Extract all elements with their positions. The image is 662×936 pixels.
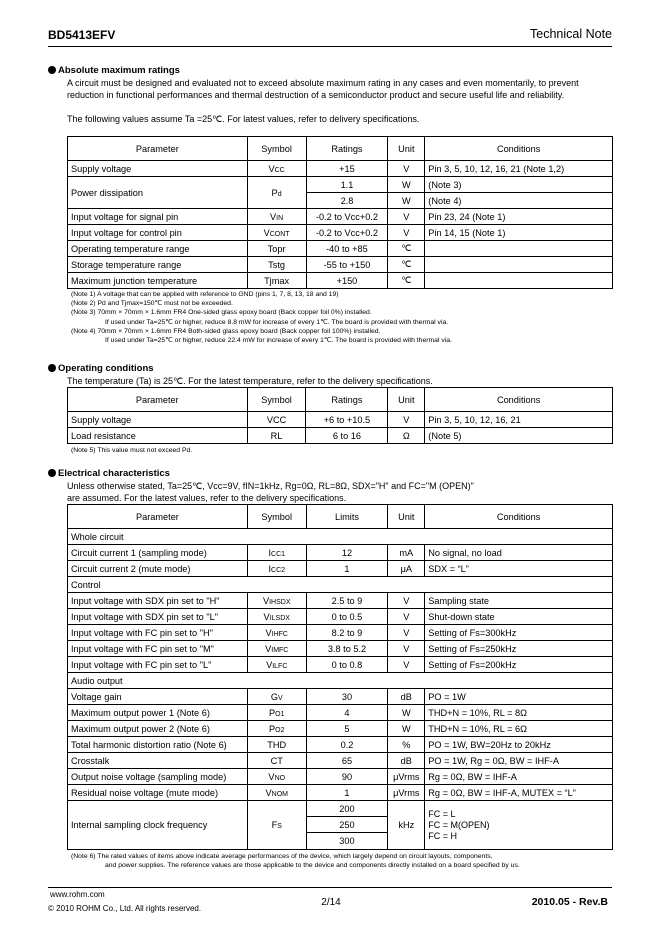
col-header: Unit: [388, 505, 425, 529]
op-cond-section: [48, 362, 618, 388]
col-header: Ratings: [306, 388, 388, 412]
col-header: Parameter: [68, 505, 248, 529]
col-header: Unit: [388, 388, 425, 412]
col-header: Conditions: [425, 505, 613, 529]
col-header: Symbol: [247, 137, 306, 161]
table-row: Supply voltage VCC +15 V Pin 3, 5, 10, 12, 16, 21 (Note 1,2): [68, 161, 613, 177]
group-row: Audio output: [68, 673, 613, 689]
table-row: 2.8 W (Note 4): [68, 193, 613, 209]
table-row: Residual noise voltage (mute mode) VNOM 1 μVrms Rg = 0Ω, BW = IHF-A, MUTEX = “L”: [68, 785, 613, 801]
table-row: Crosstalk CT 65 dB PO = 1W, Rg = 0Ω, BW = IHF-A: [68, 753, 613, 769]
table-row: Input voltage with FC pin set to "M" VIMFC 3.8 to 5.2 V Setting of Fs=250kHz: [68, 641, 613, 657]
table-row: Internal sampling clock frequency FS 200 250 300 kHz FC = L FC = M(OPEN) FC = H: [68, 801, 613, 850]
footer-copyright: © 2010 ROHM Co., Ltd. All rights reserved.: [48, 904, 202, 913]
table-row: Input voltage with FC pin set to "H" VIHFC 8.2 to 9 V Setting of Fs=300kHz: [68, 625, 613, 641]
table-row: Operating temperature range Topr -40 to +85 ℃: [68, 241, 613, 257]
abs-max-section: [48, 64, 618, 126]
table-row: Input voltage for control pin VCONT -0.2 to Vcc+0.2 V Pin 14, 15 (Note 1): [68, 225, 613, 241]
table-row: Total harmonic distortion ratio (Note 6) THD 0.2 % PO = 1W, BW=20Hz to 20kHz: [68, 737, 613, 753]
bullet-icon: [48, 66, 56, 74]
table-row: Input voltage with SDX pin set to "L" VILSDX 0 to 0.5 V Shut-down state: [68, 609, 613, 625]
elec-table: [67, 504, 613, 850]
table-row: Load resistance RL 6 to 16 Ω (Note 5): [68, 428, 613, 444]
header-divider: [48, 46, 612, 47]
col-header: Parameter: [68, 388, 248, 412]
table-row: Input voltage for signal pin VIN -0.2 to Vcc+0.2 V Pin 23, 24 (Note 1): [68, 209, 613, 225]
col-header: Conditions: [425, 388, 613, 412]
abs-max-intro: A circuit must be designed and evaluated not to exceed absolute maximum rating in any cases and even momentarily, to prevent reduction in functional performances and thermal destruction of a semiconductor product and secure useful life and reliability.: [67, 78, 579, 100]
col-header: Unit: [388, 137, 425, 161]
elec-notes: (Note 6) The rated values of items above indicate average performances of the device, which largely depend on circuit layouts, components, and power supplies. The reference values are those applicable to the device and components directly installed on a board specified by us.: [71, 853, 520, 870]
abs-max-notes: (Note 1) A voltage that can be applied with reference to GND (pins 1, 7, 8, 13, 18 and 19) (Note 2) Pd and Tjmax=150℃ must not be exceeded. (Note 3) 70mm × 70mm × 1.6mm FR4 One-sided glass epoxy board (Back copper foil 0%) installed. If used under Ta=25℃ or higher, reduce 8.8 mW for increase of every 1℃. The board is provided with thermal via. (Note 4) 70mm × 70mm × 1.6mm FR4 Both-sided glass epoxy board (Back copper foil 100%) installed. If used under Ta=25℃ or higher, reduce 22.4 mW for increase of every 1℃. The board is provided with thermal via.: [71, 291, 452, 345]
col-header: Conditions: [425, 137, 613, 161]
bullet-icon: [48, 364, 56, 372]
table-row: Voltage gain GV 30 dB PO = 1W: [68, 689, 613, 705]
page-number: 2/14: [321, 897, 341, 908]
col-header: Ratings: [306, 137, 388, 161]
table-row: Circuit current 1 (sampling mode) ICC1 12 mA No signal, no load: [68, 545, 613, 561]
op-cond-notes: (Note 5) This value must not exceed Pd.: [71, 447, 193, 454]
bullet-icon: [48, 469, 56, 477]
abs-max-table: [67, 136, 613, 289]
abs-max-assume: The following values assume Ta =25℃. For latest values, refer to delivery specifications.: [67, 114, 420, 124]
table-row: Maximum output power 1 (Note 6) PO1 4 W THD+N = 10%, RL = 8Ω: [68, 705, 613, 721]
op-cond-table: [67, 387, 613, 444]
elec-section: [48, 467, 618, 504]
table-row: Circuit current 2 (mute mode) ICC2 1 μA SDX = “L”: [68, 561, 613, 577]
footer-divider: [48, 887, 612, 888]
group-row: Whole circuit: [68, 529, 613, 545]
elec-intro-1: Unless otherwise stated, Ta=25℃, Vcc=9V, fIN=1kHz, Rg=0Ω, RL=8Ω, SDX="H" and FC="M (OPEN)": [67, 481, 474, 491]
section-title: Electrical characteristics: [58, 467, 170, 479]
col-header: Limits: [306, 505, 388, 529]
col-header: Parameter: [68, 137, 248, 161]
group-row: Control: [68, 577, 613, 593]
section-title: Absolute maximum ratings: [58, 64, 180, 76]
doc-id: BD5413EFV: [48, 28, 116, 42]
elec-intro-2: are assumed. For the latest values, refer to the delivery specifications.: [67, 492, 347, 503]
table-row: Supply voltage VCC +6 to +10.5 V Pin 3, 5, 10, 12, 16, 21: [68, 412, 613, 428]
table-row: Input voltage with FC pin set to "L" VILFC 0 to 0.8 V Setting of Fs=200kHz: [68, 657, 613, 673]
col-header: Symbol: [247, 505, 306, 529]
table-row: Input voltage with SDX pin set to "H" VIHSDX 2.5 to 9 V Sampling state: [68, 593, 613, 609]
page-header: [48, 28, 612, 46]
op-cond-intro: The temperature (Ta) is 25℃. For the latest temperature, refer to the delivery specifications.: [67, 376, 433, 386]
table-row: Storage temperature range Tstg -55 to +150 ℃: [68, 257, 613, 273]
doc-type: Technical Note: [530, 27, 612, 41]
table-row: Power dissipation Pd 1.1 W (Note 3): [68, 177, 613, 193]
section-title: Operating conditions: [58, 362, 154, 374]
col-header: Symbol: [247, 388, 306, 412]
footer-url: www.rohm.com: [50, 890, 105, 899]
revision: 2010.05 - Rev.B: [531, 896, 608, 908]
table-row: Output noise voltage (sampling mode) VNO 90 μVrms Rg = 0Ω, BW = IHF-A: [68, 769, 613, 785]
table-row: Maximum junction temperature Tjmax +150 ℃: [68, 273, 613, 289]
table-row: Maximum output power 2 (Note 6) PO2 5 W THD+N = 10%, RL = 6Ω: [68, 721, 613, 737]
